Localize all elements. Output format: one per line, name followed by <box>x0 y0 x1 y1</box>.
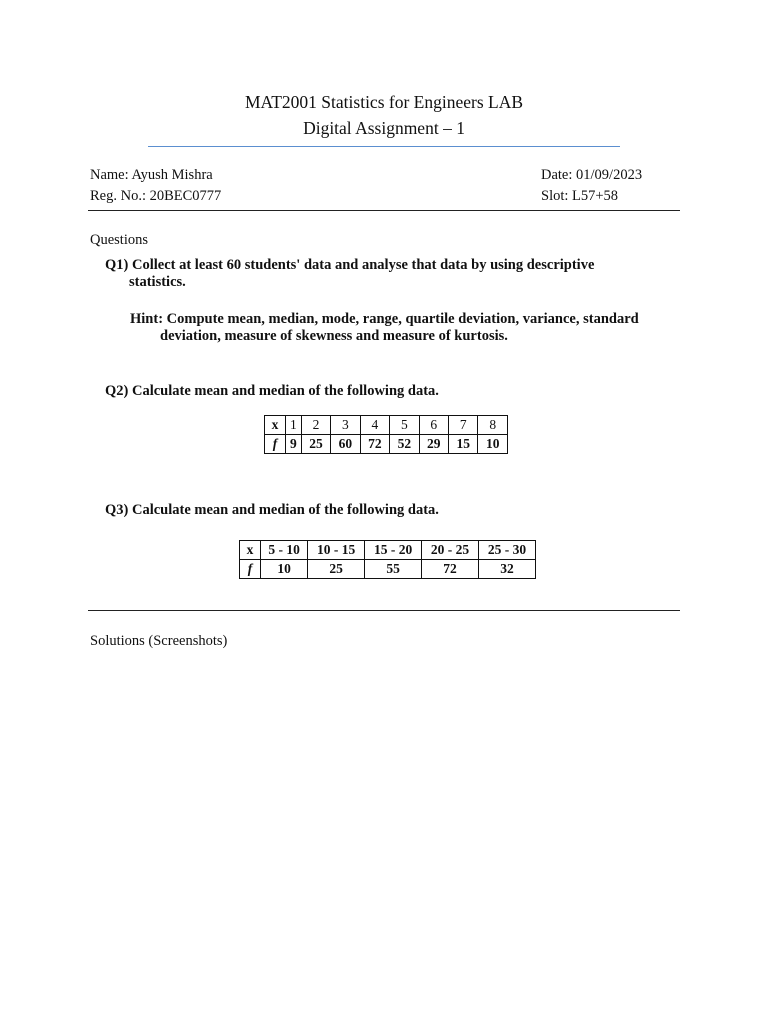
registration-number: Reg. No.: 20BEC0777 <box>90 188 222 204</box>
student-name: Name: Ayush Mishra <box>90 167 213 183</box>
q1-hint-line1: Hint: Compute mean, median, mode, range, quartile deviation, variance, standard <box>130 311 639 327</box>
table-cell: 4 <box>360 416 389 435</box>
table-row-x <box>240 541 536 560</box>
table-cell: 15 <box>449 435 478 454</box>
table-cell: 10 <box>478 435 508 454</box>
table-cell: 2 <box>301 416 330 435</box>
lab-slot: Slot: L57+58 <box>541 188 619 204</box>
header-divider <box>88 210 680 211</box>
table-row-f <box>265 435 508 454</box>
table-row-f <box>240 560 536 579</box>
table-cell: 15 - 20 <box>365 541 422 560</box>
table-cell: 9 <box>286 435 302 454</box>
table-cell: 25 <box>308 560 365 579</box>
table-cell: 20 - 25 <box>422 541 479 560</box>
row-label-x: x <box>265 416 286 435</box>
q1-text-line1: Q1) Collect at least 60 students' data and analyse that data by using descriptive <box>105 257 595 273</box>
table-cell: 25 - 30 <box>479 541 536 560</box>
table-cell: 8 <box>478 416 508 435</box>
q2-text: Q2) Calculate mean and median of the following data. <box>105 383 439 399</box>
title-divider <box>148 146 620 147</box>
section-divider <box>88 610 680 611</box>
q3-text: Q3) Calculate mean and median of the following data. <box>105 502 439 518</box>
table-cell: 55 <box>365 560 422 579</box>
table-cell: 29 <box>419 435 448 454</box>
table-row-x <box>265 416 508 435</box>
table-cell: 5 <box>390 416 419 435</box>
table-cell: 7 <box>449 416 478 435</box>
table-cell: 6 <box>419 416 448 435</box>
table-cell: 3 <box>331 416 360 435</box>
questions-heading: Questions <box>90 232 148 248</box>
course-title: MAT2001 Statistics for Engineers LAB <box>244 92 524 112</box>
q1-hint-line2: deviation, measure of skewness and measure of kurtosis. <box>160 328 508 344</box>
table-cell: 1 <box>286 416 302 435</box>
submission-date: Date: 01/09/2023 <box>541 167 643 183</box>
table-cell: 32 <box>479 560 536 579</box>
q1-text-line2: statistics. <box>129 274 186 290</box>
table-cell: 25 <box>301 435 330 454</box>
q3-frequency-table <box>239 540 536 579</box>
table-cell: 10 <box>261 560 308 579</box>
q2-frequency-table <box>264 415 508 454</box>
table-cell: 10 - 15 <box>308 541 365 560</box>
solutions-heading: Solutions (Screenshots) <box>90 633 228 649</box>
row-label-f: f <box>240 560 261 579</box>
table-cell: 52 <box>390 435 419 454</box>
row-label-f: f <box>265 435 286 454</box>
table-cell: 72 <box>360 435 389 454</box>
table-cell: 60 <box>331 435 360 454</box>
table-cell: 72 <box>422 560 479 579</box>
table-cell: 5 - 10 <box>261 541 308 560</box>
row-label-x: x <box>240 541 261 560</box>
assignment-title: Digital Assignment – 1 <box>303 118 465 138</box>
